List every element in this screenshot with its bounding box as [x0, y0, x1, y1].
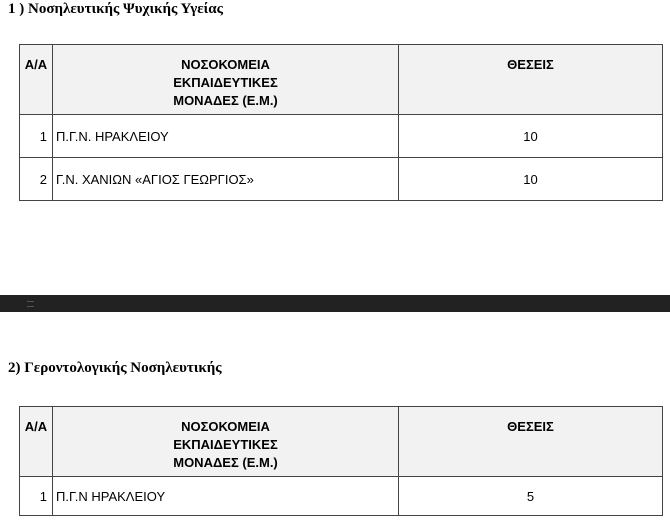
header-hospitals-line-3: ΜΟΝΑΔΕΣ (Ε.Μ.)	[173, 455, 278, 470]
header-aa: Α/Α	[20, 407, 53, 477]
header-hospitals-line-2: ΕΚΠΑΙΔΕΥΤΙΚΕΣ	[173, 75, 278, 90]
header-hospitals-line-3: ΜΟΝΑΔΕΣ (Ε.Μ.)	[173, 93, 278, 108]
section-title-psychiatric-nursing: 1 ) Νοσηλευτικής Ψυχικής Υγείας	[8, 1, 223, 17]
cell-hospital: Π.Γ.Ν. ΗΡΑΚΛΕΙΟΥ	[53, 115, 399, 158]
header-hospitals	[53, 45, 399, 115]
table-row	[20, 158, 663, 201]
cell-aa: 2	[20, 158, 53, 201]
table-header-row	[20, 407, 663, 477]
header-hospitals-line-1: ΝΟΣΟΚΟΜΕΙΑ	[181, 419, 270, 434]
header-hospitals-line-1: ΝΟΣΟΚΟΜΕΙΑ	[181, 57, 270, 72]
header-places: ΘΕΣΕΙΣ	[399, 45, 663, 115]
cell-aa: 1	[20, 477, 53, 516]
header-aa: Α/Α	[20, 45, 53, 115]
cell-places: 10	[399, 115, 663, 158]
table-row	[20, 477, 663, 516]
hospital-places-table-2	[19, 406, 663, 516]
header-hospitals-line-2: ΕΚΠΑΙΔΕΥΤΙΚΕΣ	[173, 437, 278, 452]
section-title-gerontological-nursing: 2) Γεροντολογικής Νοσηλευτικής	[8, 360, 222, 376]
header-hospitals	[53, 407, 399, 477]
table-row	[20, 115, 663, 158]
cell-hospital: Γ.Ν. ΧΑΝΙΩΝ «ΑΓΙΟΣ ΓΕΩΡΓΙΟΣ»	[53, 158, 399, 201]
cell-places: 5	[399, 477, 663, 516]
cell-places: 10	[399, 158, 663, 201]
table-header-row	[20, 45, 663, 115]
hospital-places-table-1	[19, 44, 663, 201]
page-separator-bar	[0, 295, 670, 312]
header-places: ΘΕΣΕΙΣ	[399, 407, 663, 477]
cell-hospital: Π.Γ.Ν ΗΡΑΚΛΕΙΟΥ	[53, 477, 399, 516]
separator-mark	[27, 301, 34, 307]
cell-aa: 1	[20, 115, 53, 158]
